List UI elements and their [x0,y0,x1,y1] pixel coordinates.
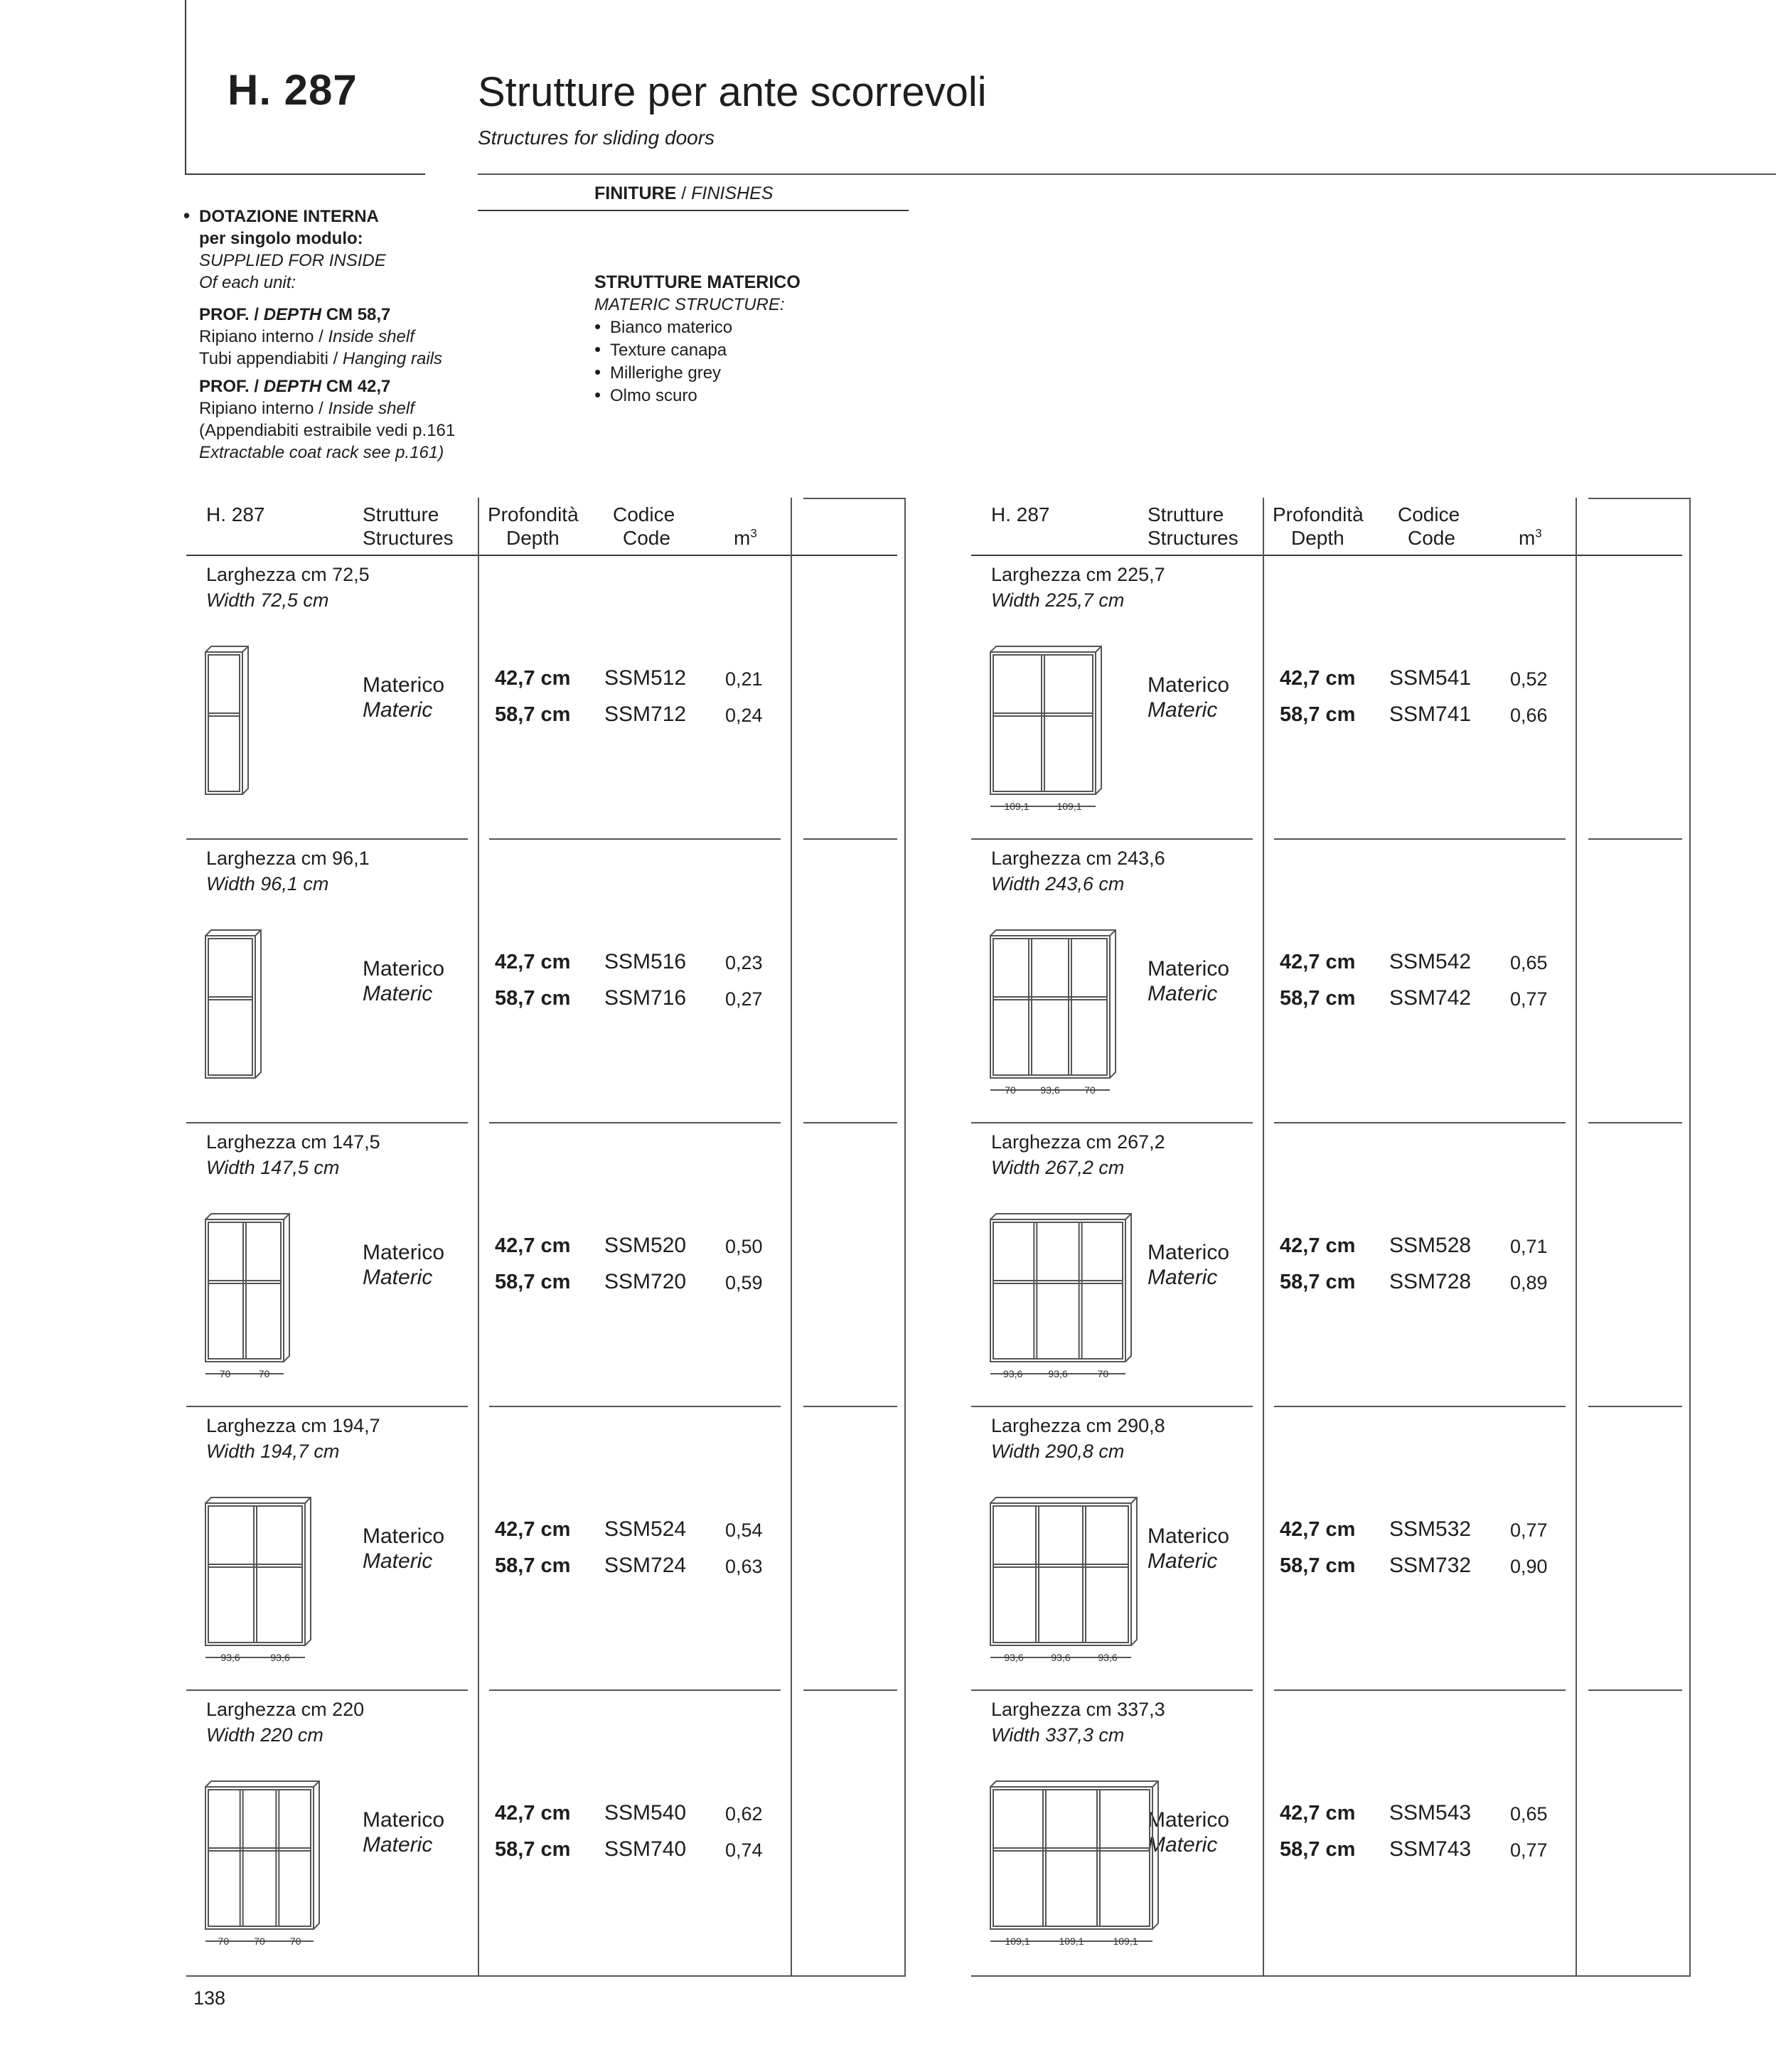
structure-drawing [990,646,1122,822]
row-volume-587: 0,59 [725,1272,763,1293]
row-rule [971,1122,1253,1123]
supplied-item [199,348,468,370]
supplied-line2: per singolo modulo: [199,229,363,248]
table-header-depth-en: Depth [1291,527,1344,549]
materic-item: • Olmo scuro [594,384,801,407]
row-depth-427: 42,7 cm [1280,667,1356,690]
table-header-depth-it: Profondità [1273,503,1364,525]
row-code-587: SSM724 [604,1554,687,1577]
structure-outline [205,652,242,794]
dimension-label: 70 [218,1935,230,1947]
row-rule [1588,1122,1682,1123]
row-volume-587: 0,90 [1510,1556,1548,1577]
row-code-587: SSM740 [604,1837,687,1861]
row-structure-it: Materico [363,673,445,697]
table-header-volume-unit: m [1519,527,1536,549]
dimension-label: 93,6 [1048,1368,1068,1379]
structure-depth-edge [990,930,1116,1078]
row-structure-en: Materic [1148,1266,1218,1289]
row-rule [186,1406,468,1407]
table-header-structures-en: Structures [1148,527,1239,549]
supplied-prof: PROF. / [199,305,264,324]
structure-drawing [205,1497,331,1673]
structure-depth-edge [990,1497,1137,1645]
row-structure-en: Materic [363,1266,433,1289]
structure-outline [990,652,1096,794]
row-width-en: Width 220 cm [206,1724,323,1746]
row-depth-427: 42,7 cm [495,1802,571,1825]
row-structure-it: Materico [1148,1808,1230,1832]
row-rule [803,838,897,840]
column-top-rule [1588,498,1689,499]
structure-inner-outline [208,939,252,1075]
row-depth-587: 58,7 cm [495,703,571,726]
materic-list [594,316,801,407]
structure-inner-outline [993,1222,1123,1359]
structure-outline [990,1219,1125,1362]
supplied-line4: Of each unit: [199,273,296,292]
row-rule [803,1406,897,1407]
row-depth-587: 58,7 cm [1280,987,1356,1010]
row-volume-587: 0,89 [1510,1272,1548,1293]
supplied-item-it: Ripiano interno / [199,327,328,346]
row-rule [489,1406,781,1407]
row-width-it: Larghezza cm 96,1 [206,848,370,869]
row-volume-587: 0,74 [725,1839,763,1861]
row-structure-en: Materic [1148,698,1218,722]
supplied-line3: SUPPLIED FOR INSIDE [199,251,386,270]
structure-corner-edge [1096,646,1101,652]
page-code: H. 287 [228,66,358,114]
structure-outline [990,1503,1131,1645]
row-depth-587: 58,7 cm [1280,1838,1356,1861]
dimension-label: 109,1 [1113,1935,1138,1947]
page-number: 138 [193,1987,226,2009]
dimension-label: 93,6 [1098,1652,1118,1663]
structure-depth-edge [990,1781,1158,1929]
structure-depth-edge [990,646,1101,794]
row-width-en: Width 243,6 cm [991,873,1125,895]
row-structure-it: Materico [363,957,445,981]
column-rule [1689,498,1691,1975]
supplied-item-en: Inside shelf [328,399,414,418]
row-volume-427: 0,62 [725,1803,763,1825]
supplied-prof: PROF. / [199,377,264,396]
table-header-code-en: Code [623,527,670,549]
row-depth-587: 58,7 cm [1280,703,1356,726]
finishes-heading-sep: / [676,183,692,203]
supplied-depth-en: DEPTH [263,305,322,324]
row-volume-587: 0,27 [725,988,763,1010]
supplied-depth-heading [199,375,468,397]
row-structure-en: Materic [1148,1549,1218,1573]
structure-inner-outline [208,1790,311,1926]
supplied-cm: CM 58,7 [321,305,391,324]
row-rule [971,838,1253,840]
row-volume-587: 0,77 [1510,1839,1548,1861]
supplied-item-it: (Appendiabiti estraibile vedi p.161 [199,421,456,440]
row-code-427: SSM541 [1389,666,1472,690]
table-header-depth-en: Depth [506,527,560,549]
structure-drawing [205,1780,340,1957]
column-rule [904,498,906,1975]
row-depth-427: 42,7 cm [495,951,571,973]
supplied-item-en: Extractable coat rack see p.161) [199,443,444,462]
row-volume-427: 0,21 [725,668,763,690]
row-structure-it: Materico [363,1808,445,1832]
row-width-it: Larghezza cm 72,5 [206,564,370,585]
structure-outline [205,1503,305,1645]
row-rule [1588,1406,1682,1407]
table-header-depth-it: Profondità [488,503,579,525]
supplied-cm: CM 42,7 [321,377,391,396]
row-width-it: Larghezza cm 220 [206,1699,365,1720]
row-rule [186,838,468,840]
row-code-427: SSM516 [604,950,687,973]
row-width-it: Larghezza cm 194,7 [206,1415,380,1436]
row-code-427: SSM528 [1389,1234,1472,1257]
row-structure-en: Materic [363,1549,433,1573]
dimension-label: 93,6 [1004,1652,1024,1663]
row-depth-427: 42,7 cm [1280,1518,1356,1541]
row-rule [971,1406,1253,1407]
structure-inner-outline [208,1222,281,1359]
supplied-item-en: Hanging rails [342,349,442,368]
row-width-en: Width 290,8 cm [991,1441,1125,1462]
dimension-label: 70 [1097,1368,1109,1379]
row-structure-en: Materic [363,698,433,722]
row-rule [803,1689,897,1691]
row-code-587: SSM716 [604,986,687,1010]
supplied-block [183,205,468,464]
row-structure-en: Materic [1148,1833,1218,1857]
structure-drawing [990,1497,1157,1673]
supplied-depth-heading [199,304,468,326]
structure-corner-edge [1131,1497,1137,1503]
row-depth-427: 42,7 cm [495,1518,571,1541]
page-title: Strutture per ante scorrevoli [478,69,987,115]
structure-drawing [205,929,282,1106]
row-depth-427: 42,7 cm [1280,1802,1356,1825]
row-structure-it: Materico [363,1241,445,1264]
materic-item: • Texture canapa [594,338,801,361]
row-rule [1588,1689,1682,1691]
row-width-en: Width 225,7 cm [991,589,1125,611]
row-width-en: Width 72,5 cm [206,589,329,611]
row-width-it: Larghezza cm 290,8 [991,1415,1165,1436]
row-structure-en: Materic [363,1833,433,1857]
supplied-groups [183,304,468,464]
row-structure-it: Materico [1148,1241,1230,1264]
dimension-label: 93,6 [1003,1368,1023,1379]
structure-inner-outline [208,1506,302,1643]
column-top-rule [803,498,904,499]
structure-outline [205,1787,314,1929]
supplied-line1: • DOTAZIONE INTERNA [183,205,468,228]
row-rule [1274,1122,1566,1123]
row-structure-it: Materico [1148,673,1230,697]
dimension-label: 70 [1084,1084,1096,1096]
row-depth-587: 58,7 cm [495,1271,571,1293]
materic-title: STRUTTURE MATERICO [594,272,801,292]
row-code-587: SSM732 [1389,1554,1472,1577]
structure-corner-edge [305,1497,311,1503]
materic-block [594,272,801,407]
dimension-label: 93,6 [220,1652,240,1663]
row-depth-427: 42,7 cm [495,1234,571,1257]
row-rule [971,1689,1253,1691]
row-structure-it: Materico [1148,957,1230,981]
row-code-587: SSM742 [1389,986,1472,1010]
table-header-volume-exp: 3 [1535,526,1542,540]
frame-title-rule [478,173,1776,175]
row-rule [1274,1406,1566,1407]
row-width-it: Larghezza cm 267,2 [991,1131,1165,1153]
row-rule [186,1689,468,1691]
structure-inner-outline [993,655,1093,791]
column-rule [1263,498,1264,1975]
row-structure-en: Materic [363,982,433,1005]
supplied-item-it: Tubi appendiabiti / [199,349,343,368]
structure-depth-edge [990,1214,1131,1362]
dimension-label: 109,1 [1004,801,1029,812]
frame-left-vertical [185,0,186,175]
row-structure-en: Materic [1148,982,1218,1005]
structure-inner-outline [208,655,240,791]
table-header-code-en: Code [1408,527,1455,549]
row-rule [489,1689,781,1691]
column-rule [791,498,792,1975]
structure-corner-edge [1125,1214,1131,1219]
structure-outline [205,936,255,1078]
dimension-label: 109,1 [1059,1935,1084,1947]
row-code-587: SSM712 [604,703,687,726]
row-volume-427: 0,54 [725,1520,763,1541]
dimension-label: 93,6 [270,1652,290,1663]
table-header-structures-en: Structures [363,527,454,549]
row-code-427: SSM524 [604,1517,687,1541]
table-header-height: H. 287 [206,503,265,525]
table-bottom-rule [971,1975,1691,1977]
row-width-en: Width 96,1 cm [206,873,329,895]
row-width-en: Width 147,5 cm [206,1157,340,1178]
row-code-587: SSM741 [1389,703,1472,726]
dimension-label: 70 [254,1935,265,1947]
structure-corner-edge [284,1214,289,1219]
row-rule [1588,838,1682,840]
dimension-label: 70 [1005,1084,1016,1096]
dimension-label: 109,1 [1056,801,1082,812]
row-code-427: SSM542 [1389,950,1472,973]
row-code-427: SSM540 [604,1801,687,1825]
table-header-volume-exp: 3 [750,526,757,540]
row-structure-it: Materico [363,1524,445,1548]
supplied-item-it: Ripiano interno / [199,399,328,418]
row-rule [489,838,781,840]
dimension-label: 70 [219,1368,231,1379]
finishes-heading-it: FINITURE [594,183,677,203]
row-depth-587: 58,7 cm [495,1554,571,1577]
materic-subtitle: MATERIC STRUCTURE: [594,295,785,314]
row-width-en: Width 267,2 cm [991,1157,1125,1178]
structure-inner-outline [993,939,1107,1075]
row-width-it: Larghezza cm 337,3 [991,1699,1165,1720]
dimension-label: 70 [258,1368,270,1379]
row-volume-427: 0,23 [725,952,763,973]
row-depth-427: 42,7 cm [1280,1234,1356,1257]
structure-corner-edge [255,930,261,936]
table-header-height: H. 287 [991,503,1050,525]
row-volume-427: 0,77 [1510,1520,1548,1541]
structure-corner-edge [314,1781,319,1787]
row-volume-427: 0,65 [1510,952,1548,973]
structure-corner-edge [242,646,248,652]
row-volume-587: 0,77 [1510,988,1548,1010]
row-rule [186,1122,468,1123]
row-code-427: SSM532 [1389,1517,1472,1541]
row-volume-587: 0,63 [725,1556,763,1577]
supplied-item [199,397,468,420]
supplied-item [199,326,468,348]
structure-corner-edge [1152,1781,1158,1787]
row-width-it: Larghezza cm 225,7 [991,564,1165,585]
column-rule [478,498,479,1975]
table-header-volume [734,526,757,550]
row-code-427: SSM512 [604,666,687,690]
materic-item: • Millerighe grey [594,361,801,384]
structure-inner-outline [993,1790,1150,1926]
row-width-it: Larghezza cm 147,5 [206,1131,380,1153]
row-code-587: SSM743 [1389,1837,1472,1861]
row-rule [489,1122,781,1123]
row-rule [803,1122,897,1123]
table-header-volume-unit: m [734,527,751,549]
row-code-587: SSM728 [1389,1270,1472,1293]
supplied-depth-en: DEPTH [263,377,322,396]
table-header-structures-it: Strutture [363,503,439,525]
row-depth-587: 58,7 cm [1280,1271,1356,1293]
row-width-it: Larghezza cm 243,6 [991,848,1165,869]
structure-drawing [205,646,269,822]
structure-corner-edge [1110,930,1116,936]
structure-depth-edge [205,1781,319,1929]
table-header-code-it: Codice [1398,503,1460,525]
column-rule [1576,498,1577,1975]
row-depth-427: 42,7 cm [1280,951,1356,973]
row-depth-587: 58,7 cm [1280,1554,1356,1577]
structure-outline [205,1219,284,1362]
structure-inner-outline [993,1506,1128,1643]
row-width-en: Width 337,3 cm [991,1724,1125,1746]
row-code-427: SSM543 [1389,1801,1472,1825]
row-structure-it: Materico [1148,1524,1230,1548]
structure-drawing [990,1213,1152,1389]
supplied-item-en: Inside shelf [328,327,414,346]
row-volume-587: 0,66 [1510,705,1548,726]
dimension-label: 93,6 [1040,1084,1060,1096]
finishes-rule [478,210,909,211]
table-header-code-it: Codice [613,503,675,525]
row-code-587: SSM720 [604,1270,687,1293]
structure-drawing [990,1780,1179,1957]
supplied-item [199,420,468,442]
row-volume-427: 0,71 [1510,1236,1548,1257]
supplied-item [199,442,468,464]
structure-outline [990,936,1110,1078]
finishes-heading [594,183,773,204]
structure-drawing [990,929,1136,1106]
row-rule [1274,1689,1566,1691]
table-header-volume [1519,526,1542,550]
row-rule [1274,838,1566,840]
finishes-heading-en: FINISHES [691,183,774,203]
dimension-label: 93,6 [1051,1652,1071,1663]
table-header-structures-it: Strutture [1148,503,1224,525]
row-depth-427: 42,7 cm [495,667,571,690]
materic-item: • Bianco materico [594,316,801,338]
structure-depth-edge [205,1214,289,1362]
structure-drawing [205,1213,310,1389]
row-volume-427: 0,50 [725,1236,763,1257]
structure-outline [990,1787,1152,1929]
page-subtitle: Structures for sliding doors [478,127,715,149]
frame-left-bottom [185,173,425,175]
dimension-label: 109,1 [1005,1935,1030,1947]
row-volume-587: 0,24 [725,705,763,726]
row-depth-587: 58,7 cm [495,987,571,1010]
row-volume-427: 0,65 [1510,1803,1548,1825]
row-code-427: SSM520 [604,1234,687,1257]
table-bottom-rule [186,1975,906,1977]
row-width-en: Width 194,7 cm [206,1441,340,1462]
row-depth-587: 58,7 cm [495,1838,571,1861]
structure-depth-edge [205,1497,311,1645]
row-volume-427: 0,52 [1510,668,1548,690]
dimension-label: 70 [289,1935,301,1947]
